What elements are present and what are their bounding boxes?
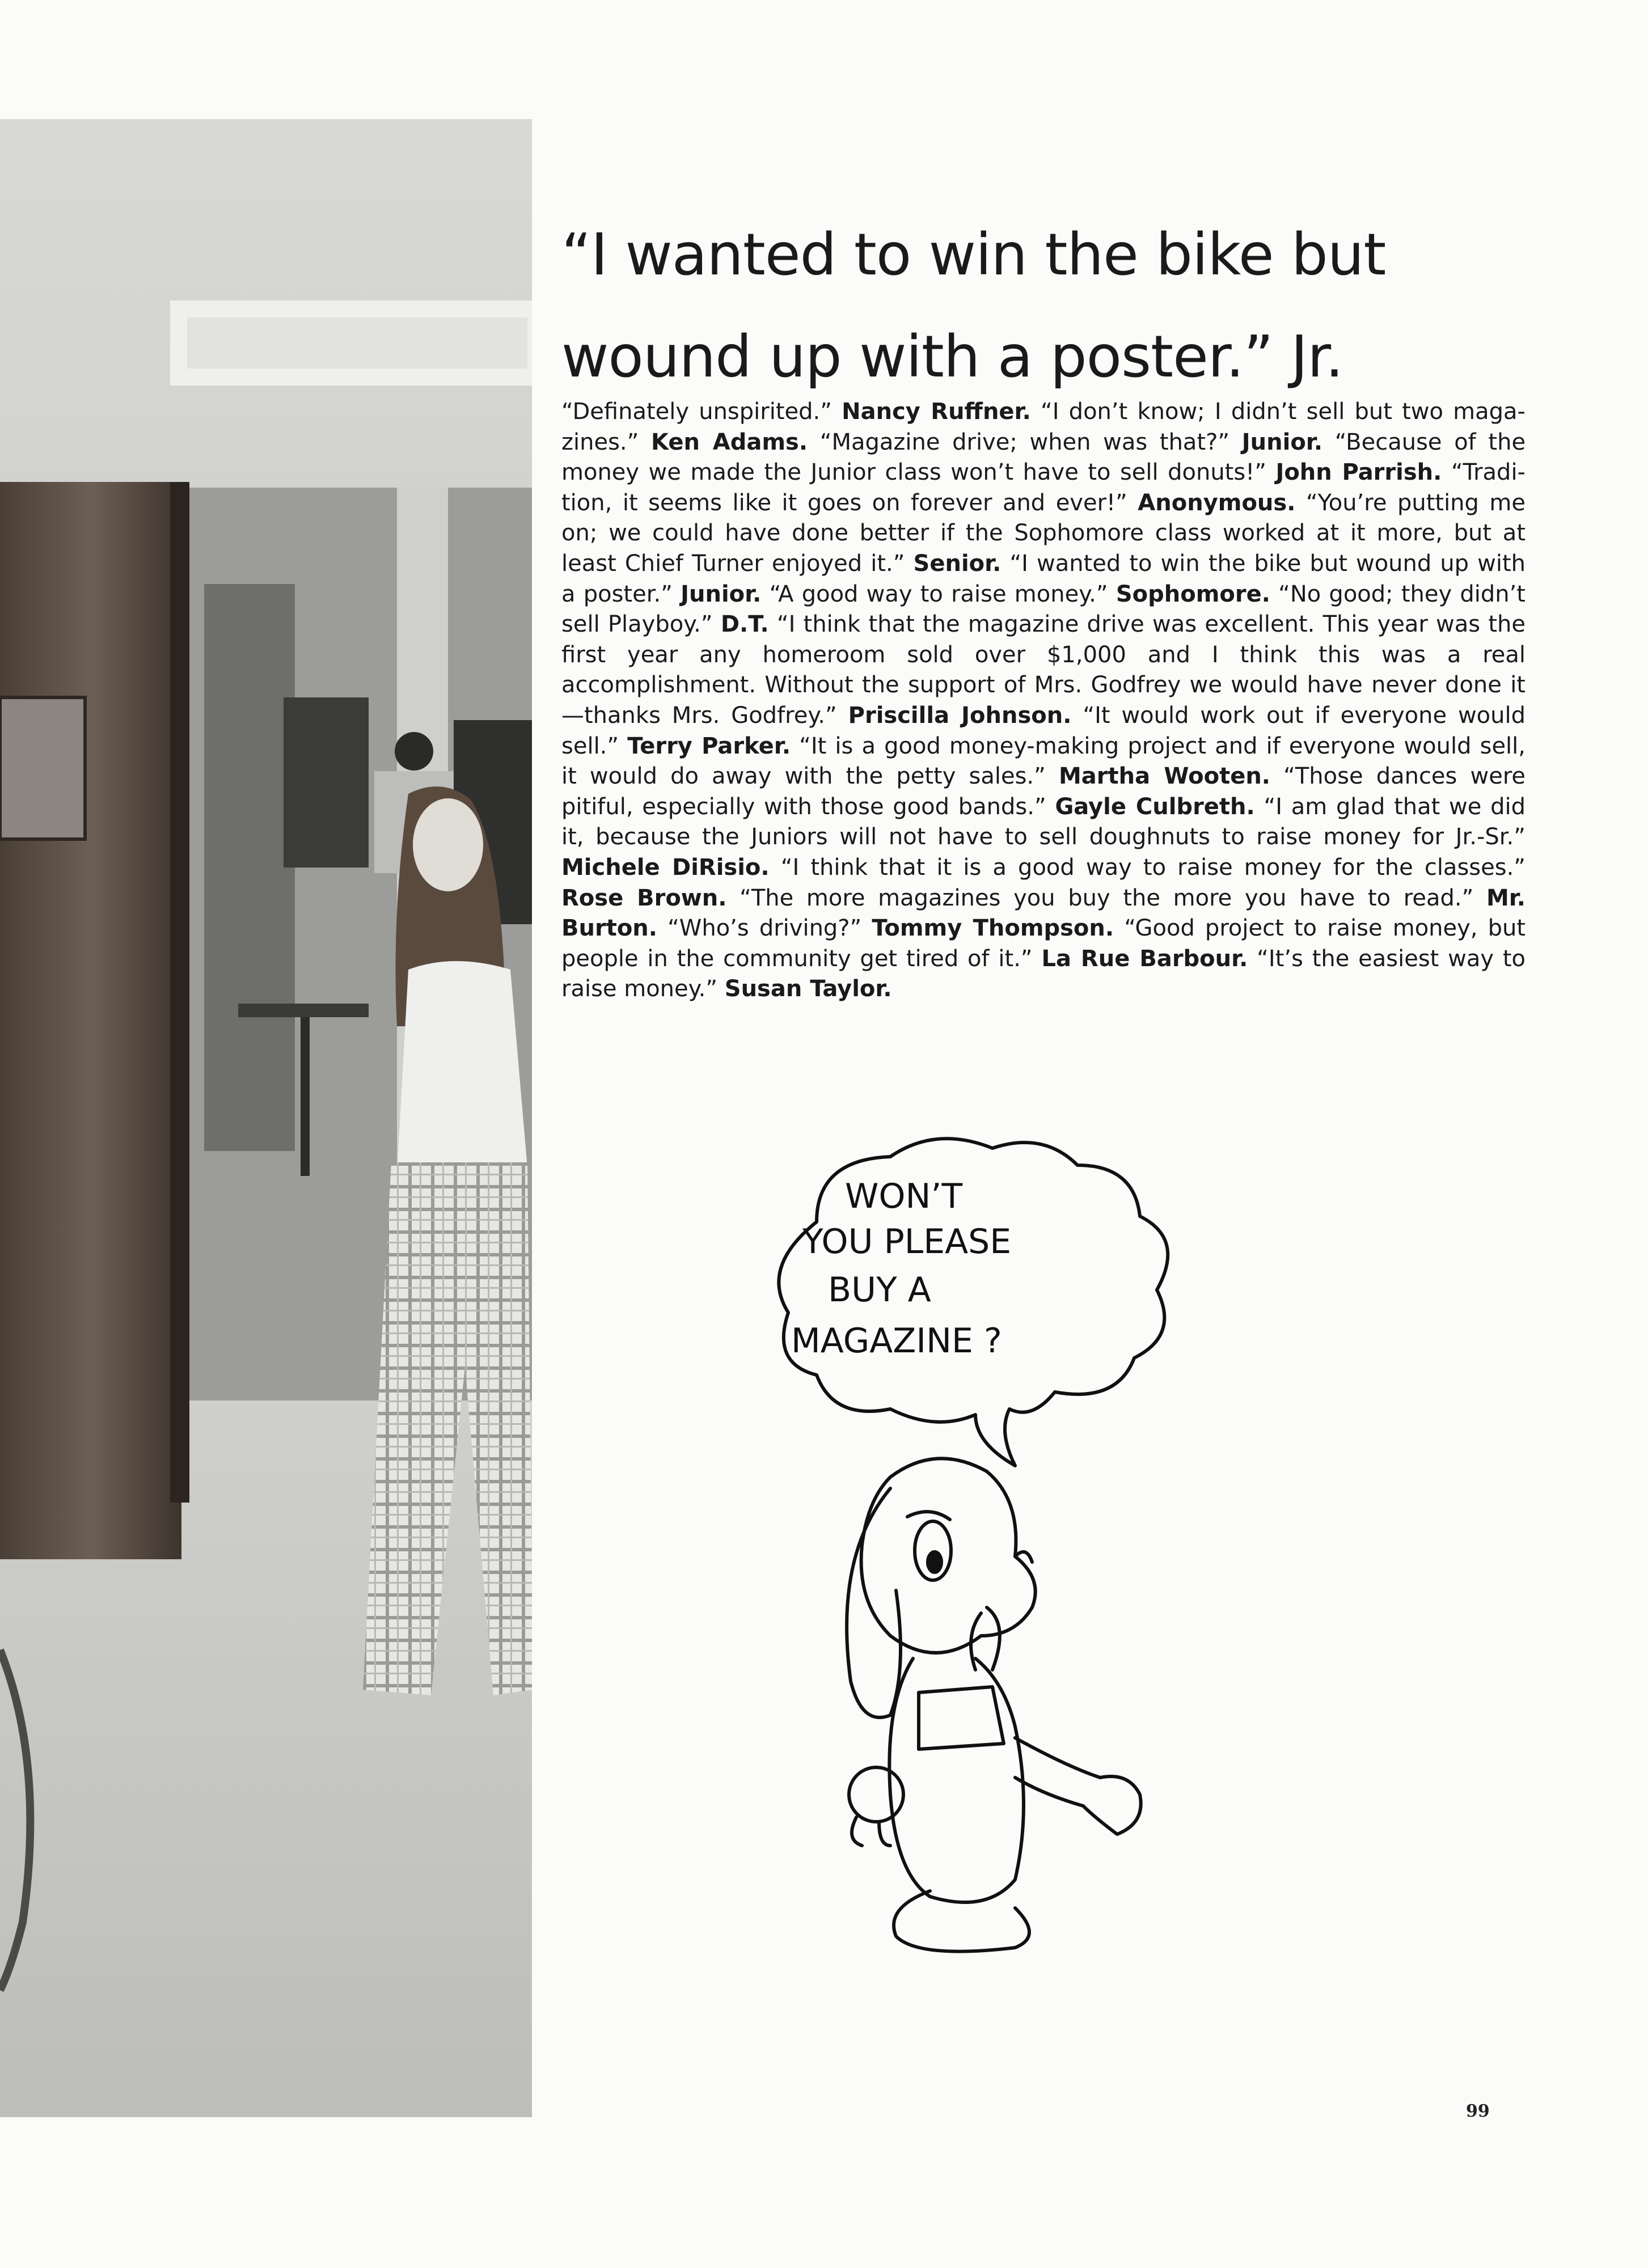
quote-text: “I don’t know; I didn’t sell but two maga- zines.” bbox=[561, 399, 1526, 455]
quote-text: “Tradi- tion, it seems like it goes on forever and ever!” bbox=[561, 459, 1526, 516]
quote-text: “A good way to raise money.” bbox=[769, 581, 1108, 607]
quote-speaker: D.T. bbox=[720, 611, 769, 638]
rabbit-tail bbox=[849, 1767, 903, 1822]
quote-speaker: Michele DiRisio. bbox=[561, 854, 770, 881]
quote-speaker: Priscilla Johnson. bbox=[848, 702, 1072, 729]
quote-speaker: Martha Wooten. bbox=[1058, 763, 1271, 790]
quote-text: “Definately unspirited.” bbox=[561, 399, 832, 425]
rabbit-ear bbox=[847, 1488, 901, 1717]
bubble-line-1: WON’T bbox=[845, 1177, 963, 1216]
bubble-line-2: YOU PLEASE bbox=[802, 1222, 1012, 1262]
rabbit-body bbox=[889, 1658, 1024, 1902]
quotes-paragraph bbox=[561, 397, 1526, 1005]
quote-speaker: Gayle Culbreth. bbox=[1055, 793, 1255, 820]
quote-text: “I wanted to win the bike but wound up with a poster.” bbox=[561, 550, 1526, 607]
quote-text: “I think that it is a good way to raise money for the classes.” bbox=[780, 854, 1526, 881]
quote-speaker: John Parrish. bbox=[1275, 459, 1442, 486]
quote-text: “It would work out if everyone would sell.” bbox=[561, 702, 1526, 759]
quote-text: “I think that the magazine drive was excellent. This year was the first year any homeroom sold over $1,000 and I think this was a real accomplishment. Without the support of Mrs. Godfrey we would have never done it—thanks Mrs. Godfrey.” bbox=[561, 611, 1526, 729]
quote-speaker: Rose Brown. bbox=[561, 885, 727, 911]
quote-text: “It is a good money-making project and if everyone would sell, it would do away with the petty sales.” bbox=[561, 733, 1526, 790]
quote-text: “It’s the easiest way to raise money.” bbox=[561, 945, 1526, 1002]
quote-speaker: Susan Taylor. bbox=[724, 976, 892, 1002]
page-number: 99 bbox=[1466, 2101, 1490, 2121]
bubble-line-4: MAGAZINE ? bbox=[791, 1321, 1002, 1361]
rabbit-foot bbox=[894, 1891, 1029, 1952]
quote-speaker: Sophomore. bbox=[1115, 581, 1270, 607]
quote-speaker: Tommy Thompson. bbox=[872, 915, 1114, 942]
rabbit-cartoon bbox=[749, 1125, 1282, 1970]
quote-text: “The more magazines you buy the more you have to read.” bbox=[740, 885, 1474, 911]
quote-text: “No good; they didn’t sell Playboy.” bbox=[561, 581, 1526, 638]
quote-speaker: Terry Parker. bbox=[627, 733, 791, 759]
headline-line-2: wound up with a poster.” Jr. bbox=[561, 323, 1343, 391]
quote-text: “I am glad that we did it, because the Juniors will not have to sell doughnuts to raise money for Jr.-Sr.” bbox=[561, 793, 1526, 850]
quote-text: “Who’s driving?” bbox=[667, 915, 862, 942]
quote-text: “You’re putting me on; we could have done better if the Sophomore class worked at it more, but at least Chief Turner enjoyed it.” bbox=[561, 489, 1526, 577]
quote-speaker: Ken Adams. bbox=[651, 429, 808, 455]
quote-text: “Magazine drive; when was that?” bbox=[819, 429, 1230, 455]
quote-speaker: Nancy Ruffner. bbox=[842, 399, 1031, 425]
quote-speaker: Anonymous. bbox=[1138, 489, 1296, 516]
bubble-line-3: BUY A bbox=[828, 1270, 931, 1310]
headline-line-1: “I wanted to win the bike but bbox=[561, 221, 1386, 289]
quote-text: “Because of the money we made the Junior class won’t have to sell donuts!” bbox=[561, 429, 1526, 486]
quote-speaker: Senior. bbox=[913, 550, 1002, 577]
rabbit-head bbox=[861, 1458, 1036, 1653]
quote-speaker: Junior. bbox=[681, 581, 762, 607]
quote-text: “Those dances were pitiful, especially with those good bands.” bbox=[561, 763, 1526, 820]
quote-speaker: Mr. Burton. bbox=[561, 885, 1526, 942]
hallway-photo bbox=[0, 119, 532, 2117]
page-headline bbox=[561, 204, 1491, 408]
quote-text: “Good project to raise money, but people in the community get tired of it.” bbox=[561, 915, 1526, 972]
quote-speaker: La Rue Barbour. bbox=[1041, 945, 1248, 972]
quote-speaker: Junior. bbox=[1241, 429, 1323, 455]
